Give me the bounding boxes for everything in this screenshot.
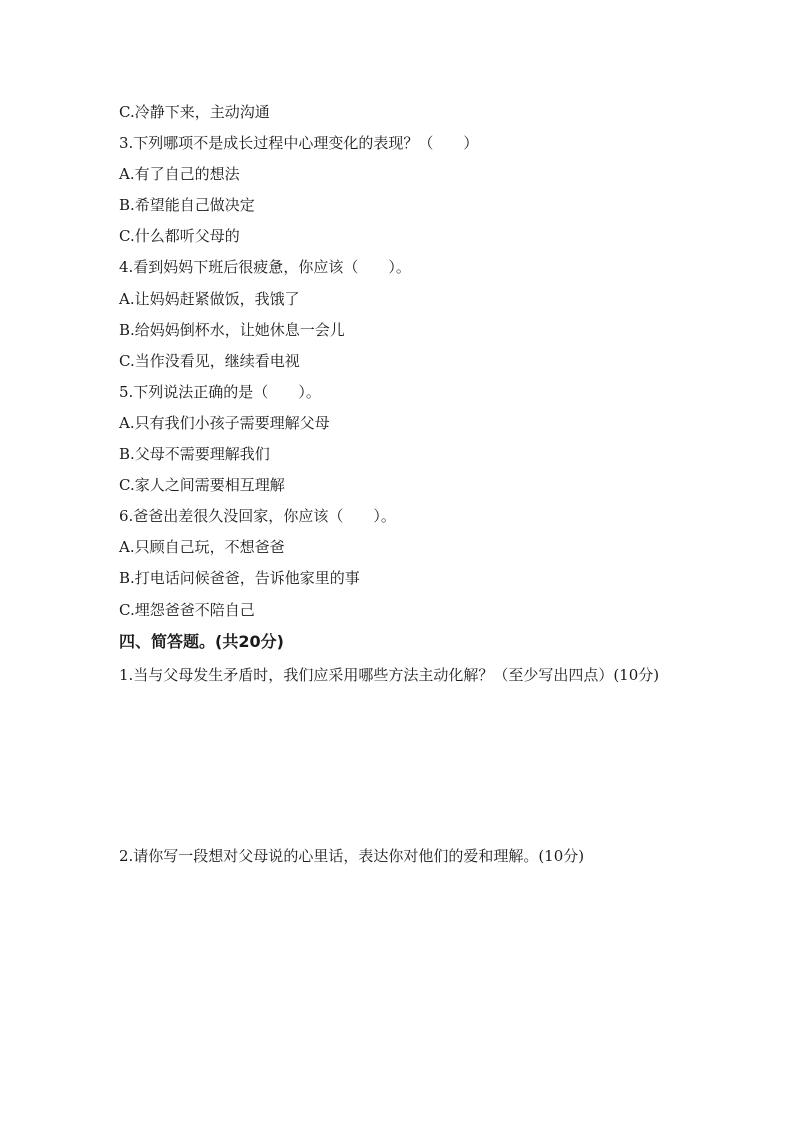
q4-option-c: C.当作没看见，继续看电视: [119, 351, 300, 370]
q5-question: 5.下列说法正确的是（ ）。: [119, 382, 321, 401]
answer-area-q1[interactable]: [119, 688, 699, 843]
q6-option-a: A.只顾自己玩，不想爸爸: [119, 538, 285, 557]
q3-option-a: A.有了自己的想法: [119, 165, 240, 184]
q6-option-c: C.埋怨爸爸不陪自己: [119, 600, 255, 619]
short-answer-q1: 1.当与父母发生矛盾时，我们应采用哪些方法主动化解？（至少写出四点）(10分): [119, 665, 660, 684]
q3-question: 3.下列哪项不是成长过程中心理变化的表现？（ ）: [119, 134, 479, 153]
q6-option-b: B.打电话问候爸爸，告诉他家里的事: [119, 569, 360, 588]
short-answer-q2: 2.请你写一段想对父母说的心里话，表达你对他们的爱和理解。(10分): [119, 846, 585, 865]
q4-option-b: B.给妈妈倒杯水，让她休息一会儿: [119, 320, 345, 339]
question-content: [119, 100, 699, 869]
q5-option-a: A.只有我们小孩子需要理解父母: [119, 413, 330, 432]
q4-option-a: A.让妈妈赶紧做饭，我饿了: [119, 289, 300, 308]
q3-option-b: B.希望能自己做决定: [119, 196, 255, 215]
q2-option-c: C.冷静下来，主动沟通: [119, 103, 270, 121]
q5-option-c: C.家人之间需要相互理解: [119, 476, 285, 495]
q5-option-b: B.父母不需要理解我们: [119, 445, 270, 464]
q4-question: 4.看到妈妈下班后很疲惫，你应该（ ）。: [119, 258, 411, 277]
q3-option-c: C.什么都听父母的: [119, 227, 240, 246]
section-heading: 四、简答题。(共20分): [119, 631, 284, 651]
q6-question: 6.爸爸出差很久没回家，你应该（ ）。: [119, 507, 396, 526]
